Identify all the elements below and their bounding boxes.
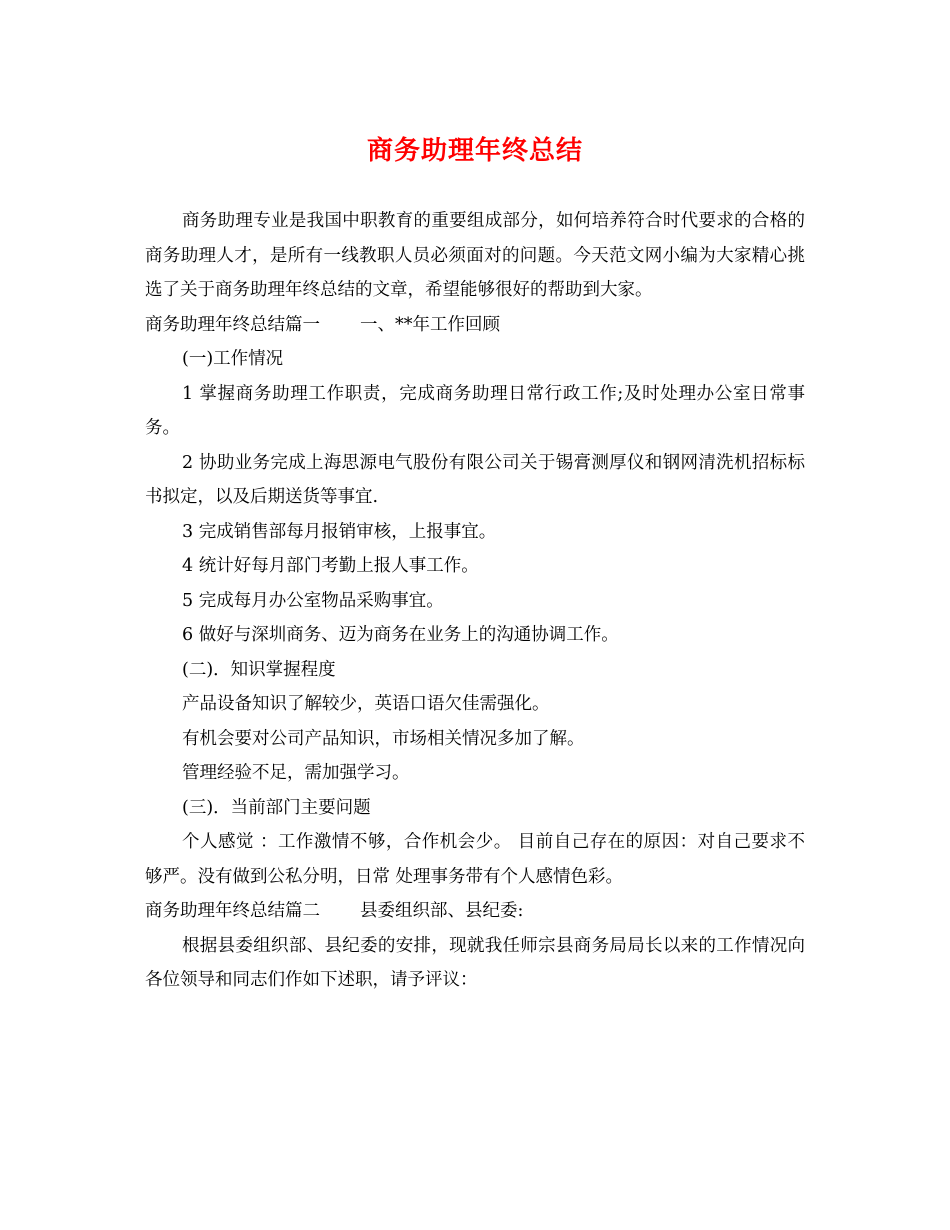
- intro-paragraph: 商务助理专业是我国中职教育的重要组成部分，如何培养符合时代要求的合格的商务助理人才，是所有一线教职人员必须面对的问题。今天范文网小编为大家精心挑选了关于商务助理年终总结的文章，希望能够很好的帮助到大家。: [145, 211, 805, 300]
- work-item-5: 5 完成每月办公室物品采购事宜。: [182, 590, 444, 611]
- part1-title: (一)工作情况: [182, 349, 284, 369]
- section2-paragraph: 根据县委组织部、县纪委的安排，现就我任师宗县商务局局长以来的工作情况向各位领导和同志们作如下述职，请予评议：: [145, 935, 805, 990]
- work-item-3: 3 完成销售部每月报销审核，上报事宜。: [182, 521, 497, 542]
- part2-line-2: 有机会要对公司产品知识，市场相关情况多加了解。: [182, 728, 585, 749]
- section2-heading: 商务助理年终总结篇二: [145, 901, 320, 921]
- section1-subheading: 一、**年工作回顾: [360, 314, 500, 335]
- section1-heading-line: [145, 308, 805, 343]
- section2-heading-line: [145, 894, 805, 929]
- section1-heading: 商务助理年终总结篇一: [145, 314, 320, 335]
- work-item-6: 6 做好与深圳商务、迈为商务在业务上的沟通协调工作。: [182, 625, 619, 645]
- part2-title: (二)．知识掌握程度: [182, 659, 336, 680]
- part2-line-1: 产品设备知识了解较少，英语口语欠佳需强化。: [182, 694, 550, 714]
- document-body: [145, 204, 805, 998]
- document-title: 商务助理年终总结: [366, 136, 583, 166]
- work-item-4: 4 统计好每月部门考勤上报人事工作。: [182, 556, 479, 576]
- work-item-1: 1 掌握商务助理工作职责，完成商务助理日常行政工作;及时处理办公室日常事务。: [145, 383, 805, 438]
- part2-line-3: 管理经验不足，需加强学习。: [182, 763, 410, 783]
- section2-subheading: 县委组织部、县纪委:: [360, 901, 524, 921]
- part3-title: (三)．当前部门主要问题: [182, 797, 371, 818]
- part3-paragraph: 个人感觉 ：工作激情不够，合作机会少。 目前自己存在的原因：对自己要求不够严。没有做到公私分明，日常 处理事务带有个人感情色彩。: [145, 832, 805, 887]
- work-item-2: 2 协助业务完成上海思源电气股份有限公司关于锡膏测厚仪和钢网清洗机招标标书拟定，以及后期送货等事宜.: [145, 452, 805, 507]
